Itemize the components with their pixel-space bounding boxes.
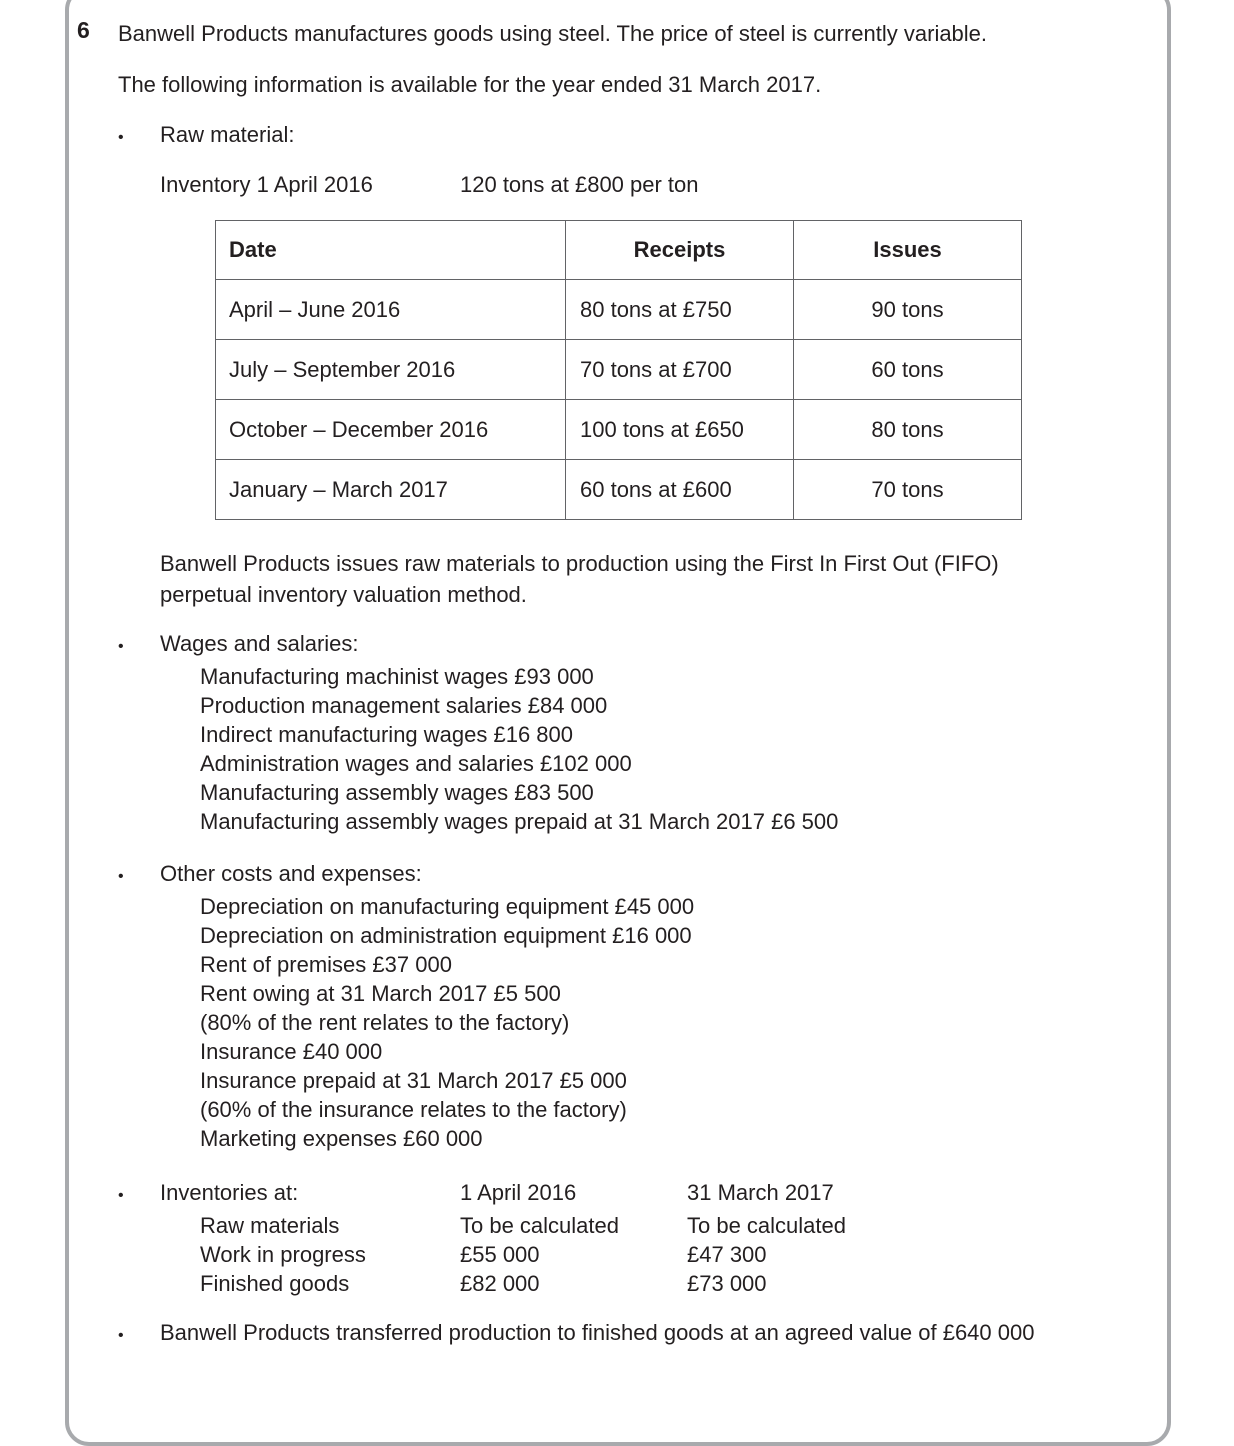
inventories-row-march: £73 000 bbox=[687, 1271, 767, 1296]
other-costs-item: Marketing expenses £60 000 bbox=[200, 1126, 483, 1151]
inventories-row-label: Work in progress bbox=[200, 1242, 366, 1267]
cell-receipts: 100 tons at £650 bbox=[566, 400, 794, 460]
opening-inventory-line bbox=[160, 169, 1234, 200]
inventories-row-march: To be calculated bbox=[687, 1213, 846, 1238]
cell-issues: 60 tons bbox=[794, 340, 1022, 400]
bullet-dot bbox=[118, 1177, 160, 1211]
bullet-dot bbox=[118, 858, 160, 892]
wages-label: Wages and salaries: bbox=[160, 631, 359, 656]
other-costs-item: Depreciation on administration equipment £16 000 bbox=[200, 923, 692, 948]
bullet-dot bbox=[118, 1317, 160, 1351]
cell-date: October – December 2016 bbox=[216, 400, 566, 460]
steel-movements-table bbox=[215, 220, 1022, 520]
wages-item: Production management salaries £84 000 bbox=[200, 693, 608, 718]
wages-item: Administration wages and salaries £102 000 bbox=[200, 751, 632, 776]
intro-paragraph: Banwell Products manufactures goods using steel. The price of steel is currently variable. bbox=[118, 21, 988, 46]
table-row bbox=[216, 460, 1022, 520]
other-costs-item: Depreciation on manufacturing equipment £45 000 bbox=[200, 894, 695, 919]
raw-material-bullet bbox=[118, 119, 1234, 153]
wages-item: Manufacturing assembly wages £83 500 bbox=[200, 780, 594, 805]
inventories-row-march: £47 300 bbox=[687, 1242, 767, 1267]
opening-inventory-value: 120 tons at £800 per ton bbox=[460, 172, 699, 197]
other-costs-item: Insurance prepaid at 31 March 2017 £5 000 bbox=[200, 1068, 627, 1093]
inventories-row bbox=[200, 1269, 1234, 1298]
inventories-column-april: 1 April 2016 bbox=[460, 1180, 577, 1205]
cell-date: July – September 2016 bbox=[216, 340, 566, 400]
opening-inventory-label: Inventory 1 April 2016 bbox=[160, 172, 373, 197]
transfer-note: Banwell Products transferred production to finished goods at an agreed value of £640 000 bbox=[160, 1320, 1035, 1345]
wages-item: Indirect manufacturing wages £16 800 bbox=[200, 722, 574, 747]
cell-date: January – March 2017 bbox=[216, 460, 566, 520]
inventories-row-label: Raw materials bbox=[200, 1213, 340, 1238]
header-date: Date bbox=[216, 221, 566, 280]
inventories-row-april: £55 000 bbox=[460, 1242, 540, 1267]
inventories-row bbox=[200, 1211, 1234, 1240]
other-costs-item: Rent of premises £37 000 bbox=[200, 952, 452, 977]
inventories-column-march: 31 March 2017 bbox=[687, 1180, 834, 1205]
question-number: 6 bbox=[77, 17, 90, 43]
bullet-dot bbox=[118, 628, 160, 662]
table-header-row bbox=[216, 221, 1022, 280]
cell-receipts: 80 tons at £750 bbox=[566, 280, 794, 340]
inventories-row bbox=[200, 1240, 1234, 1269]
inventories-row-april: £82 000 bbox=[460, 1271, 540, 1296]
cell-issues: 90 tons bbox=[794, 280, 1022, 340]
other-costs-label: Other costs and expenses: bbox=[160, 861, 422, 886]
cell-date: April – June 2016 bbox=[216, 280, 566, 340]
wages-bullet bbox=[118, 628, 1234, 662]
transfer-bullet bbox=[118, 1317, 1234, 1351]
table-row bbox=[216, 340, 1022, 400]
other-costs-item: Rent owing at 31 March 2017 £5 500 bbox=[200, 981, 561, 1006]
other-costs-item: (60% of the insurance relates to the factory) bbox=[200, 1097, 627, 1122]
inventories-label: Inventories at: bbox=[160, 1180, 299, 1205]
table-row bbox=[216, 280, 1022, 340]
header-receipts: Receipts bbox=[566, 221, 794, 280]
raw-material-label: Raw material: bbox=[160, 122, 295, 147]
inventories-bullet bbox=[118, 1177, 1234, 1211]
other-costs-item: (80% of the rent relates to the factory) bbox=[200, 1010, 570, 1035]
cell-receipts: 70 tons at £700 bbox=[566, 340, 794, 400]
inventories-row-april: To be calculated bbox=[460, 1213, 619, 1238]
wages-item: Manufacturing assembly wages prepaid at 31 March 2017 £6 500 bbox=[200, 809, 839, 834]
header-issues: Issues bbox=[794, 221, 1022, 280]
cell-receipts: 60 tons at £600 bbox=[566, 460, 794, 520]
wages-item: Manufacturing machinist wages £93 000 bbox=[200, 664, 594, 689]
fifo-note: Banwell Products issues raw materials to production using the First In First Out (FIFO) perpetual inventory valuation method. bbox=[160, 551, 999, 607]
other-costs-bullet bbox=[118, 858, 1234, 892]
other-costs-item: Insurance £40 000 bbox=[200, 1039, 383, 1064]
cell-issues: 80 tons bbox=[794, 400, 1022, 460]
cell-issues: 70 tons bbox=[794, 460, 1022, 520]
table-row bbox=[216, 400, 1022, 460]
availability-paragraph: The following information is available for the year ended 31 March 2017. bbox=[118, 72, 822, 97]
inventories-row-label: Finished goods bbox=[200, 1271, 350, 1296]
bullet-dot bbox=[118, 119, 160, 153]
